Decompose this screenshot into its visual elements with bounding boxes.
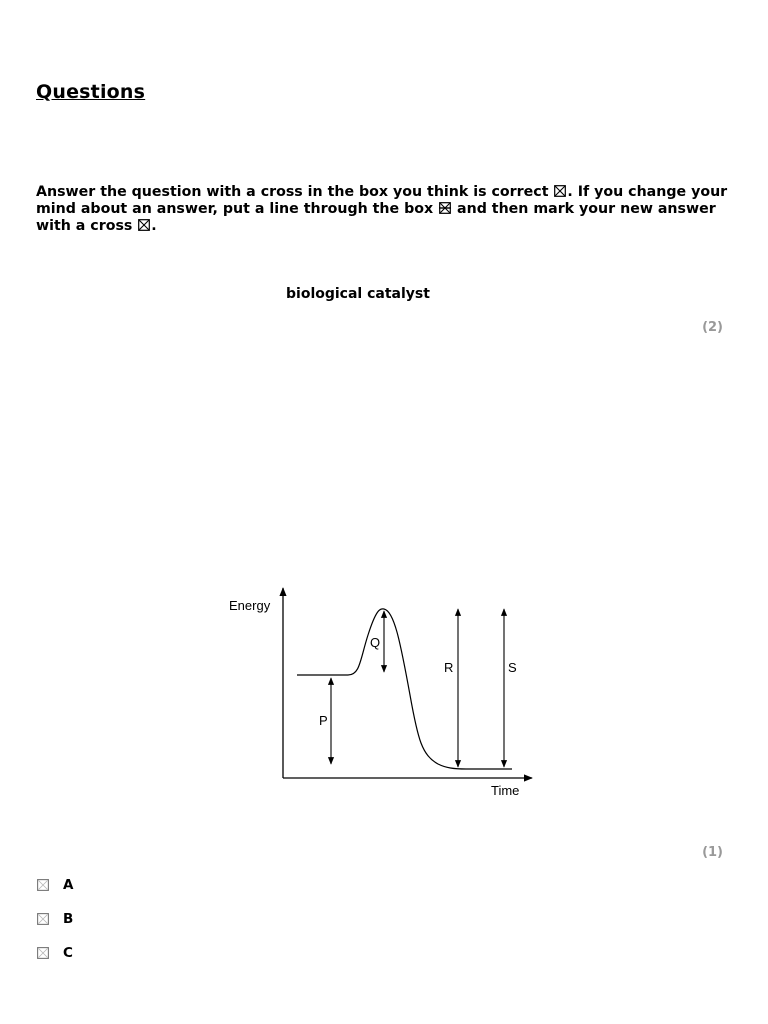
label-q: Q — [370, 635, 381, 650]
option-letter: C — [63, 945, 73, 961]
instructions-part-1: Answer the question with a cross in the box you think is correct — [36, 184, 554, 200]
label-r: R — [444, 660, 454, 675]
option-letter: B — [63, 911, 74, 927]
energy-curve — [297, 609, 512, 769]
y-axis-label: Energy — [229, 598, 271, 613]
checkbox-icon[interactable] — [37, 913, 49, 925]
option-c[interactable] — [37, 945, 73, 961]
instructions-text — [36, 184, 736, 235]
marks-label: (1) — [702, 845, 723, 860]
instructions-part-4: . — [151, 218, 157, 234]
label-p: P — [319, 713, 328, 728]
option-letter: A — [63, 877, 74, 893]
energy-diagram — [220, 580, 540, 805]
checkbox-icon[interactable] — [37, 947, 49, 959]
marks-label: (2) — [702, 320, 723, 335]
checkbox-icon[interactable] — [37, 879, 49, 891]
option-b[interactable] — [37, 911, 73, 927]
struck-box-icon — [439, 202, 451, 214]
instructions-part-2: . If you change your mind about an answer, put a line through the box — [36, 184, 728, 217]
crossed-box-icon — [138, 219, 150, 231]
term-label: biological catalyst — [286, 286, 430, 302]
crossed-box-icon — [554, 185, 566, 197]
label-s: S — [508, 660, 517, 675]
page-title: Questions — [36, 81, 146, 103]
instructions-part-3: and then mark your new answer with a cross — [36, 201, 716, 234]
x-axis-label: Time — [491, 783, 520, 798]
option-a[interactable] — [37, 877, 73, 893]
